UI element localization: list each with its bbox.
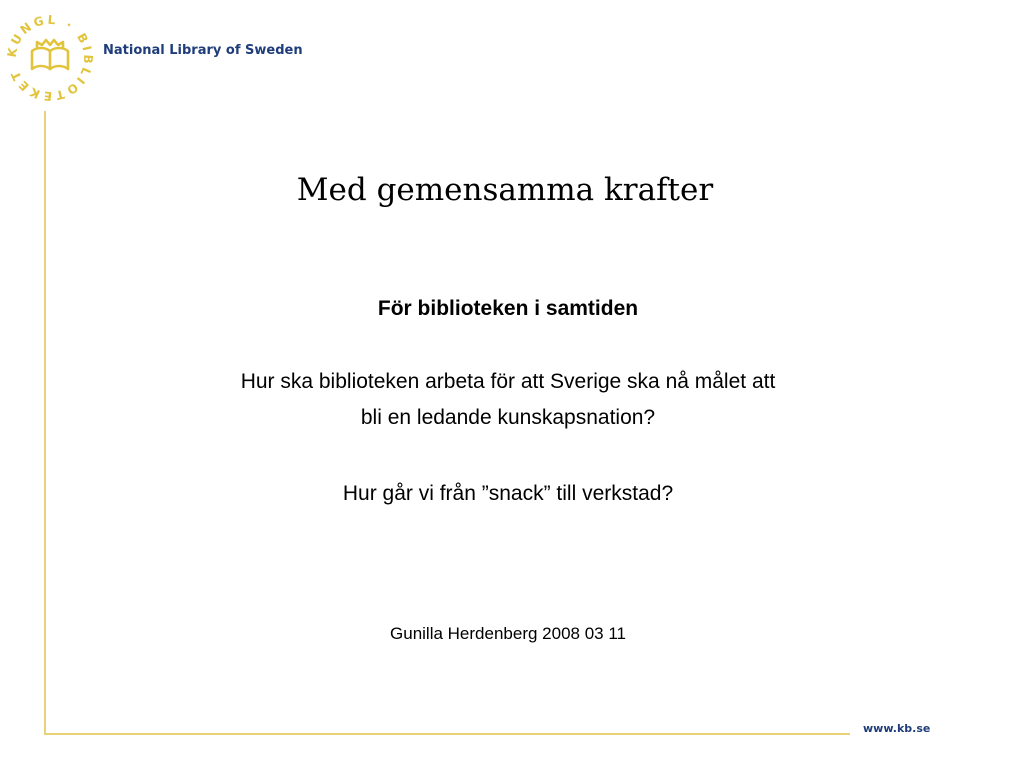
- question-one-line-one: Hur ska biblioteken arbeta för att Sverige ska nå målet att: [240, 370, 776, 393]
- author-date: Gunilla Herdenberg 2008 03 11: [390, 624, 626, 643]
- question-one-line-two: bli en ledande kunskapsnation?: [360, 406, 656, 429]
- slide-subtitle: För biblioteken i samtiden: [377, 297, 639, 320]
- frame-bottom-line: [44, 733, 850, 735]
- library-name: National Library of Sweden: [103, 43, 303, 58]
- kb-emblem-icon: [6, 14, 94, 102]
- question-two: Hur går vi från ”snack” till verkstad?: [342, 482, 674, 505]
- slide-title: Med gemensamma krafter: [296, 172, 714, 208]
- footer-url: www.kb.se: [863, 722, 931, 735]
- emblem-ring-text: KUNGL · BIBLIOTEKET: [6, 14, 94, 102]
